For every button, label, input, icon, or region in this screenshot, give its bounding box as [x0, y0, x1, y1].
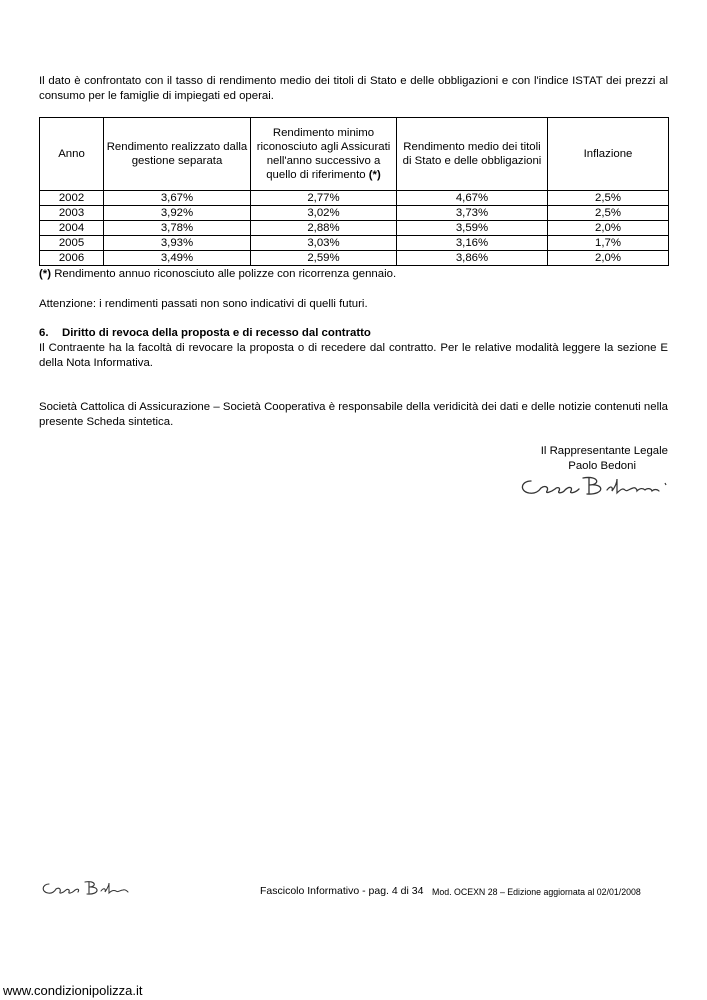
- header-rendimento-realizzato: Rendimento realizzato dalla gestione separata: [104, 118, 251, 191]
- section-6-title: [39, 326, 371, 341]
- table-footnote: [39, 267, 396, 282]
- table-row: [40, 251, 669, 266]
- cell-anno: 2002: [40, 191, 104, 206]
- cell-anno: 2003: [40, 206, 104, 221]
- table-header-row: [40, 118, 669, 191]
- section-6-number: 6.: [39, 327, 49, 339]
- table-row: [40, 191, 669, 206]
- cell-anno: 2005: [40, 236, 104, 251]
- signatory-role: Il Rappresentante Legale: [540, 445, 668, 457]
- footnote-text: Rendimento annuo riconosciuto alle polizze con ricorrenza gennaio.: [51, 268, 397, 280]
- cell-minimo: 3,02%: [251, 206, 397, 221]
- handwritten-signature: [517, 473, 669, 499]
- cell-anno: 2006: [40, 251, 104, 266]
- cell-anno: 2004: [40, 221, 104, 236]
- header-anno: Anno: [40, 118, 104, 191]
- cell-medio: 3,16%: [397, 236, 548, 251]
- cell-realizzato: 3,93%: [104, 236, 251, 251]
- table-row: [40, 236, 669, 251]
- cell-realizzato: 3,67%: [104, 191, 251, 206]
- cell-inflazione: 2,0%: [548, 251, 669, 266]
- cell-realizzato: 3,92%: [104, 206, 251, 221]
- cell-realizzato: 3,78%: [104, 221, 251, 236]
- footer-edition-info: Mod. OCEXN 28 – Edizione aggiornata al 02/01/2008: [432, 887, 641, 897]
- cell-realizzato: 3,49%: [104, 251, 251, 266]
- cell-inflazione: 2,0%: [548, 221, 669, 236]
- footer-signature: [39, 878, 131, 898]
- cell-minimo: 2,77%: [251, 191, 397, 206]
- signatory-block: [468, 444, 668, 474]
- past-returns-warning: Attenzione: i rendimenti passati non sono indicativi di quelli futuri.: [39, 298, 368, 310]
- header-note-mark: (*): [368, 169, 381, 181]
- site-watermark: www.condizionipolizza.it: [3, 983, 143, 998]
- cell-medio: 3,86%: [397, 251, 548, 266]
- returns-table: [39, 117, 669, 266]
- header-rendimento-medio: Rendimento medio dei titoli di Stato e delle obbligazioni: [397, 118, 548, 191]
- header-inflazione: Inflazione: [548, 118, 669, 191]
- cell-minimo: 3,03%: [251, 236, 397, 251]
- cell-medio: 3,73%: [397, 206, 548, 221]
- section-6-heading: Diritto di revoca della proposta e di recesso dal contratto: [62, 327, 371, 339]
- cell-inflazione: 2,5%: [548, 191, 669, 206]
- cell-medio: 3,59%: [397, 221, 548, 236]
- cell-minimo: 2,59%: [251, 251, 397, 266]
- header-rendimento-minimo: [251, 118, 397, 191]
- section-6-body: Il Contraente ha la facoltà di revocare la proposta o di recedere dal contratto. Per le relative modalità leggere la sezione E della Nota Informativa.: [39, 342, 668, 369]
- cell-inflazione: 1,7%: [548, 236, 669, 251]
- table-row: [40, 221, 669, 236]
- table-row: [40, 206, 669, 221]
- responsibility-statement: Società Cattolica di Assicurazione – Società Cooperativa è responsabile della veridicità dei dati e delle notizie contenuti nella presente Scheda sintetica.: [39, 401, 668, 428]
- intro-paragraph: Il dato è confrontato con il tasso di rendimento medio dei titoli di Stato e delle obbligazioni e con l'indice ISTAT dei prezzi al consumo per le famiglie di impiegati ed operai.: [39, 75, 668, 102]
- cell-minimo: 2,88%: [251, 221, 397, 236]
- footer-page-info: Fascicolo Informativo - pag. 4 di 34: [260, 885, 424, 897]
- header-rendimento-minimo-text: Rendimento minimo riconosciuto agli Assicurati nell'anno successivo a quello di riferimento: [256, 127, 391, 181]
- cell-inflazione: 2,5%: [548, 206, 669, 221]
- cell-medio: 4,67%: [397, 191, 548, 206]
- footnote-mark: (*): [39, 268, 52, 280]
- signatory-name: Paolo Bedoni: [568, 460, 636, 472]
